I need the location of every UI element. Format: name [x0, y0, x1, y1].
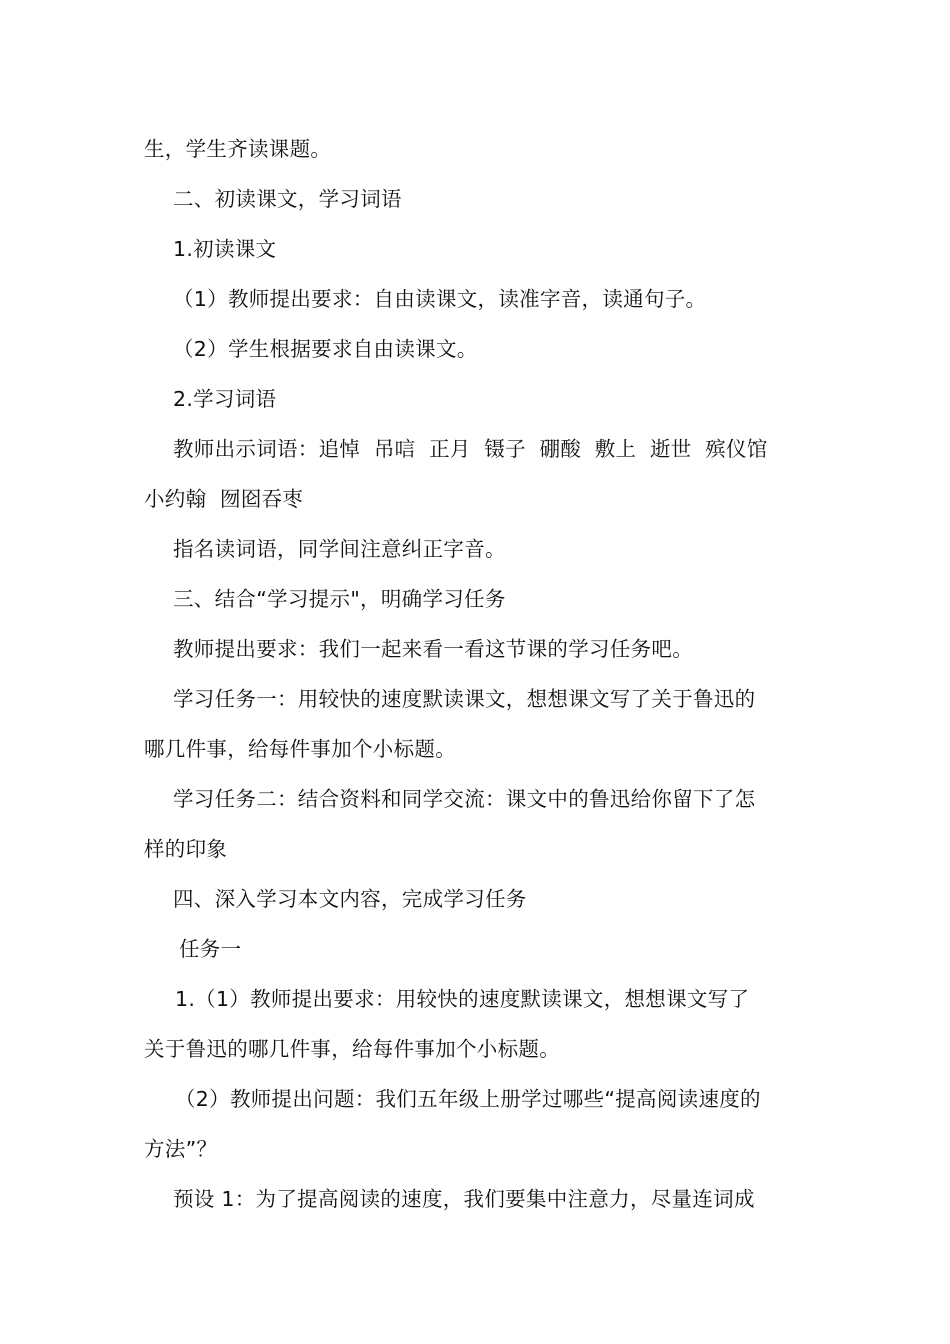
subsection-heading: 1.初读课文: [173, 237, 277, 261]
text-line: 方法”？: [144, 1137, 218, 1161]
text-line: 1.（1）教师提出要求：用较快的速度默读课文，想想课文写了: [175, 987, 750, 1011]
subsection-heading: 任务一: [179, 937, 242, 961]
text-line: 教师出示词语：追悼 吊唁 正月 镊子 硼酸 敷上 逝世 殡仪馆: [173, 437, 768, 461]
text-line: 关于鲁迅的哪几件事，给每件事加个小标题。: [144, 1037, 560, 1061]
text-line: 生，学生齐读课题。: [144, 137, 332, 161]
text-line: 学习任务二：结合资料和同学交流：课文中的鲁迅给你留下了怎: [173, 787, 756, 811]
text-line: （2）学生根据要求自由读课文。: [173, 337, 478, 361]
text-line: （1）教师提出要求：自由读课文，读准字音，读通句子。: [173, 287, 707, 311]
section-heading: 二、初读课文，学习词语: [173, 187, 402, 211]
text-line: 样的印象: [144, 837, 228, 861]
subsection-heading: 2.学习词语: [173, 387, 277, 411]
text-line: 指名读词语，同学间注意纠正字音。: [173, 537, 506, 561]
text-line: 哪几件事，给每件事加个小标题。: [144, 737, 456, 761]
text-line: 教师提出要求：我们一起来看一看这节课的学习任务吧。: [173, 637, 693, 661]
text-line: （2）教师提出问题：我们五年级上册学过哪些“提高阅读速度的: [175, 1087, 761, 1111]
text-line: 小约翰 囫囵吞枣: [144, 487, 304, 511]
text-line: 预设 1：为了提高阅读的速度，我们要集中注意力，尽量连词成: [173, 1187, 755, 1211]
text-line: 学习任务一：用较快的速度默读课文，想想课文写了关于鲁迅的: [173, 687, 756, 711]
section-heading: 四、深入学习本文内容，完成学习任务: [173, 887, 527, 911]
section-heading: 三、结合“学习提示"，明确学习任务: [173, 587, 506, 611]
